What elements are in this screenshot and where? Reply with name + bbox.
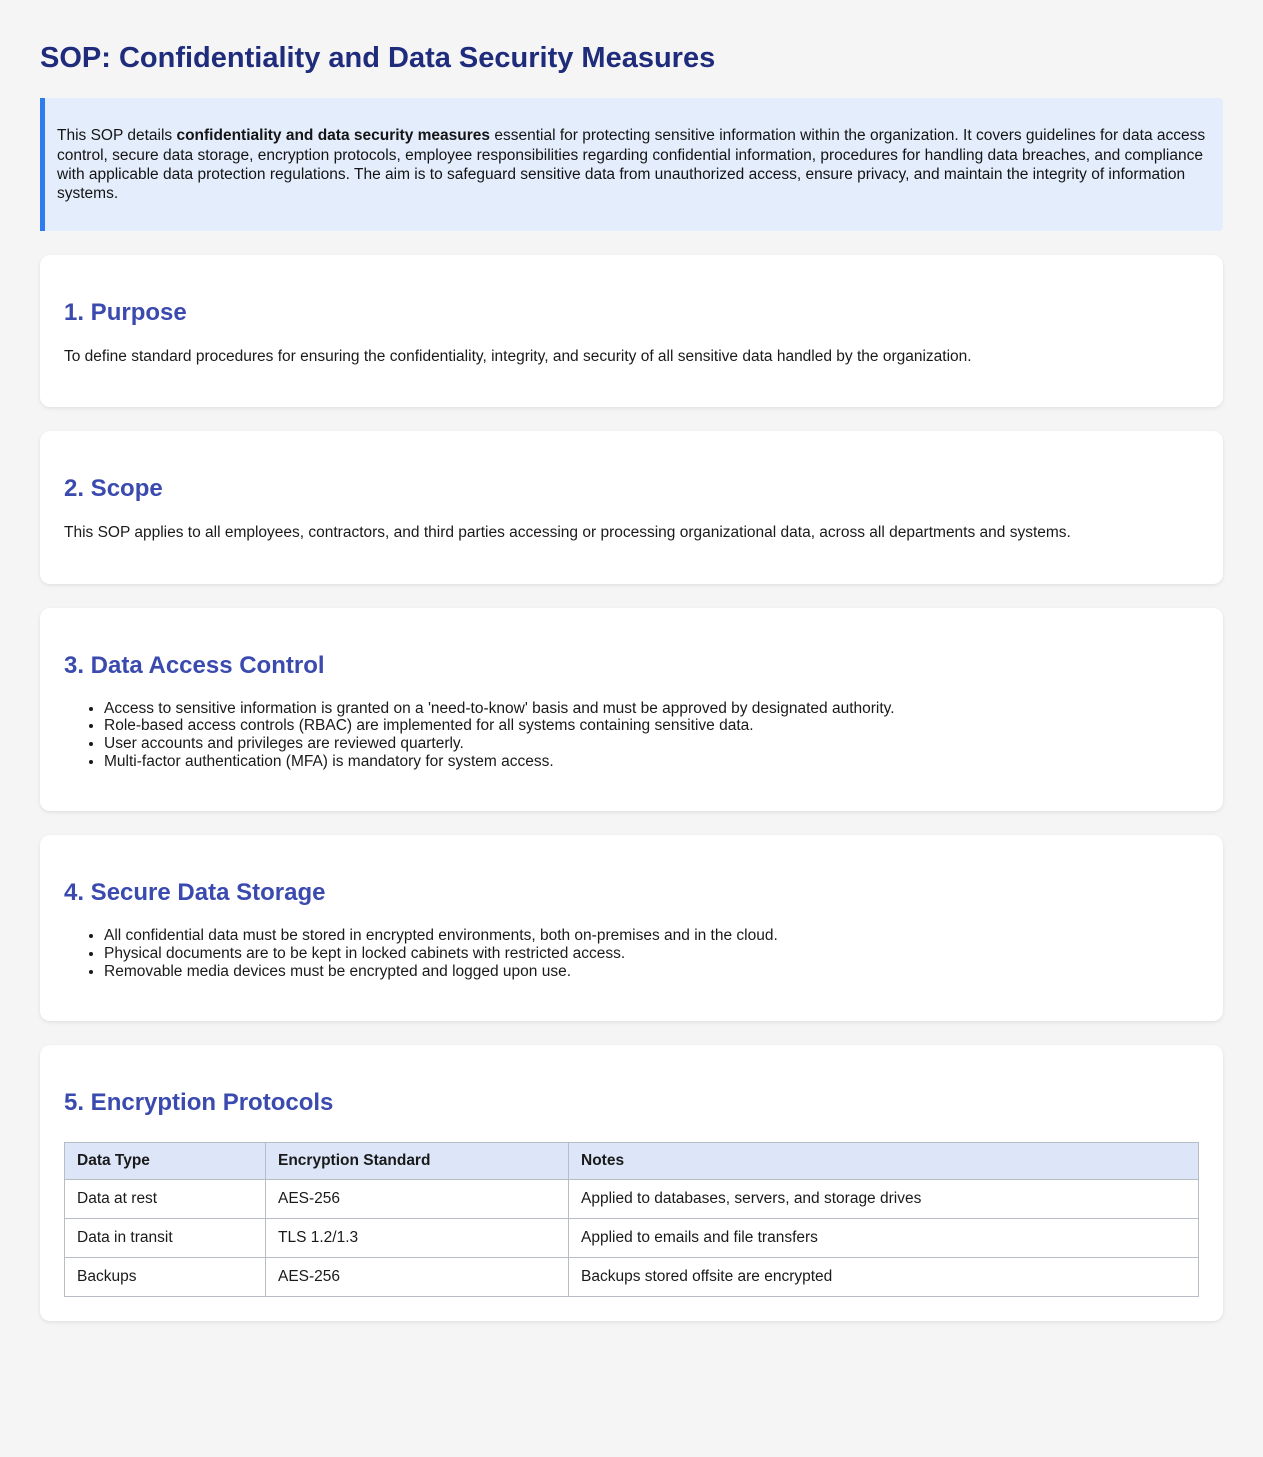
bullet-item: • Removable media devices must be encrypted and logged upon use. [104, 963, 1199, 981]
table-cell: Data at rest [65, 1180, 266, 1219]
intro-text-suffix: essential for protecting sensitive information within the organization. It covers guidelines for data access control, secure data storage, encryption protocols, employee responsibilities regarding confidential information, procedures for handling data breaches, and compliance with applicable data protection regulations. The aim is to safeguard sensitive data from unauthorized access, ensure privacy, and maintain the integrity of information systems. [57, 127, 1206, 202]
page-title: SOP: Confidentiality and Data Security Measures [40, 42, 716, 74]
encryption-table [64, 1142, 1199, 1297]
section-card-encryption-protocols [40, 1045, 1223, 1321]
table-cell: TLS 1.2/1.3 [266, 1219, 569, 1258]
intro-callout [40, 98, 1223, 231]
section-heading-secure-data-storage: 4. Secure Data Storage [64, 879, 326, 907]
section-heading-scope: 2. Scope [64, 475, 163, 503]
table-cell: AES-256 [266, 1180, 569, 1219]
section-card-data-access-control [40, 608, 1223, 812]
bullet-item: • Role-based access controls (RBAC) are implemented for all systems containing sensitive data. [104, 717, 1199, 735]
section-paragraph-purpose: To define standard procedures for ensuring the confidentiality, integrity, and security of all sensitive data handled by the organization. [64, 348, 972, 366]
table-cell: Backups [65, 1258, 266, 1297]
table-row [65, 1180, 1199, 1219]
bullet-list-secure-data-storage [64, 927, 1199, 981]
table-header-cell-encryption-standard: Encryption Standard [266, 1143, 569, 1180]
bullet-item: • Multi-factor authentication (MFA) is mandatory for system access. [104, 753, 1199, 771]
bullet-item: • Physical documents are to be kept in locked cabinets with restricted access. [104, 945, 1199, 963]
intro-text-bold: confidentiality and data security measures [176, 127, 491, 145]
section-heading-encryption-protocols: 5. Encryption Protocols [64, 1089, 334, 1117]
section-heading-data-access-control: 3. Data Access Control [64, 651, 325, 679]
table-cell: AES-256 [266, 1258, 569, 1297]
bullet-item: • Access to sensitive information is granted on a 'need-to-know' basis and must be approved by designated authority. [104, 700, 1199, 718]
bullet-list-data-access-control [64, 700, 1199, 772]
table-header-cell-data-type: Data Type [65, 1143, 266, 1180]
intro-text-prefix: This SOP details [57, 127, 177, 145]
table-header-row [65, 1143, 1199, 1180]
table-row [65, 1258, 1199, 1297]
intro-text [57, 126, 1207, 203]
bullet-item: • User accounts and privileges are reviewed quarterly. [104, 735, 1199, 753]
section-heading-purpose: 1. Purpose [64, 299, 187, 327]
table-header-cell-notes: Notes [569, 1143, 1199, 1180]
table-row [65, 1219, 1199, 1258]
table-cell: Data in transit [65, 1219, 266, 1258]
section-paragraph-scope: This SOP applies to all employees, contractors, and third parties accessing or processing organizational data, across all departments and systems. [64, 524, 1071, 542]
table-cell: Backups stored offsite are encrypted [569, 1258, 1199, 1297]
section-card-scope [40, 431, 1223, 583]
bullet-item: • All confidential data must be stored in encrypted environments, both on-premises and in the cloud. [104, 927, 1199, 945]
section-card-secure-data-storage [40, 835, 1223, 1021]
table-cell: Applied to databases, servers, and storage drives [569, 1180, 1199, 1219]
table-cell: Applied to emails and file transfers [569, 1219, 1199, 1258]
section-card-purpose [40, 255, 1223, 407]
